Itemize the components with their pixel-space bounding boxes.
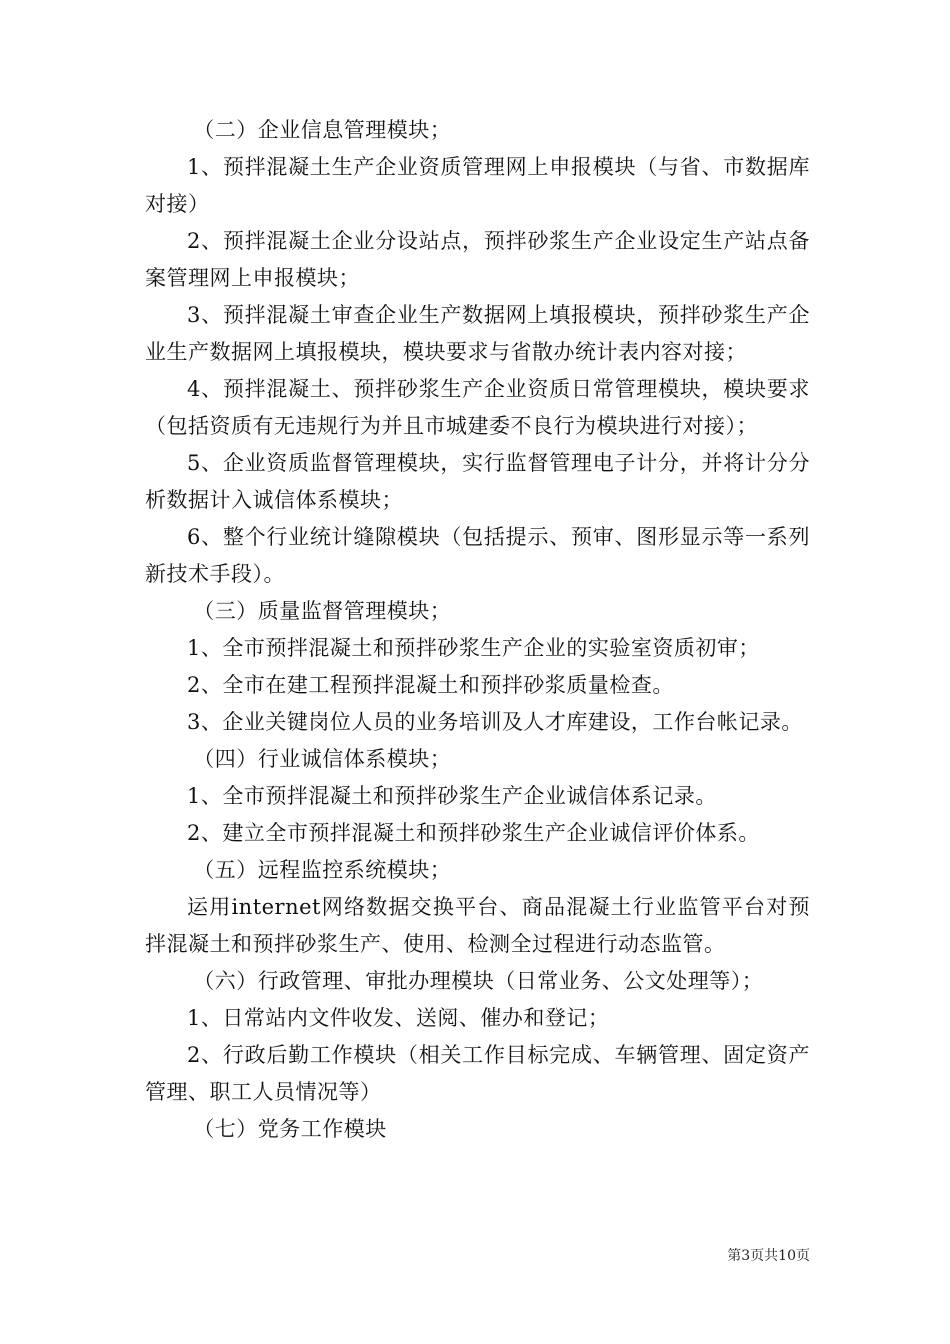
paragraph: 1、预拌混凝土生产企业资质管理网上申报模块（与省、市数据库对接） xyxy=(145,155,810,216)
section-heading-2: （二）企业信息管理模块； xyxy=(193,118,452,142)
paragraph: 2、预拌混凝土企业分设站点，预拌砂浆生产企业设定生产站点备案管理网上申报模块； xyxy=(145,229,810,290)
paragraph: 1、全市预拌混凝土和预拌砂浆生产企业的实验室资质初审； xyxy=(187,636,760,660)
paragraph: 1、日常站内文件收发、送阅、催办和登记； xyxy=(187,1006,610,1030)
paragraph: 5、企业资质监督管理模块，实行监督管理电子计分，并将计分分析数据计入诚信体系模块； xyxy=(145,451,810,512)
paragraph: 2、全市在建工程预拌混凝土和预拌砂浆质量检查。 xyxy=(187,673,674,697)
paragraph: 运用internet网络数据交换平台、商品混凝土行业监管平台对预拌混凝土和预拌砂浆生产、使用、检测全过程进行动态监管。 xyxy=(145,895,810,956)
section-heading-6: （六）行政管理、审批办理模块（日常业务、公文处理等）； xyxy=(193,969,764,993)
paragraph: 4、预拌混凝土、预拌砂浆生产企业资质日常管理模块，模块要求（包括资质有无违规行为并且市城建委不良行为模块进行对接）； xyxy=(145,377,810,438)
paragraph: 2、建立全市预拌混凝土和预拌砂浆生产企业诚信评价体系。 xyxy=(187,821,760,845)
section-heading-5: （五）远程监控系统模块； xyxy=(193,858,452,882)
document-body xyxy=(145,112,810,1148)
paragraph: 6、整个行业统计缝隙模块（包括提示、预审、图形显示等一系列新技术手段）。 xyxy=(145,525,810,586)
page-number-footer: 第3页共10页 xyxy=(727,1248,810,1264)
section-heading-3: （三）质量监督管理模块； xyxy=(193,599,452,623)
section-heading-7: （七）党务工作模块 xyxy=(193,1117,387,1141)
paragraph: 3、预拌混凝土审查企业生产数据网上填报模块，预拌砂浆生产企业生产数据网上填报模块，模块要求与省散办统计表内容对接； xyxy=(145,303,810,364)
section-heading-4: （四）行业诚信体系模块； xyxy=(193,747,452,771)
paragraph: 2、行政后勤工作模块（相关工作目标完成、车辆管理、固定资产管理、职工人员情况等） xyxy=(145,1043,810,1104)
paragraph: 1、全市预拌混凝土和预拌砂浆生产企业诚信体系记录。 xyxy=(187,784,717,808)
paragraph: 3、企业关键岗位人员的业务培训及人才库建设，工作台帐记录。 xyxy=(187,710,803,734)
